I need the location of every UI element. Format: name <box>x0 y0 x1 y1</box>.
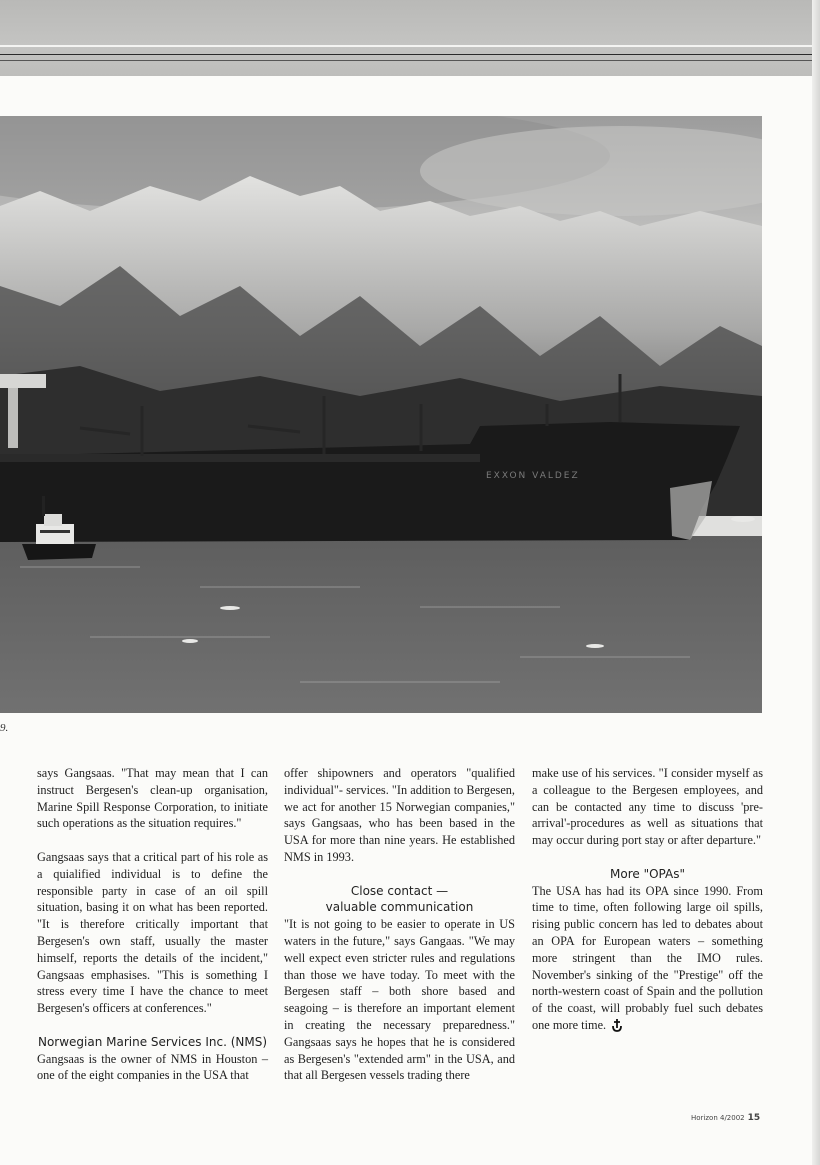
header-band <box>0 0 820 76</box>
paragraph: Gangsaas is the owner of NMS in Houston – one of the eight companies in the USA that <box>37 1051 268 1083</box>
article-column-2 <box>284 765 515 1101</box>
page-edge <box>812 0 820 1165</box>
header-rule <box>0 60 812 61</box>
paragraph: says Gangsaas. "That may mean that I can instruct Bergesen's clean-up organisation, Marine Spill Response Corporation, to initiate such operations as the situation requires." <box>37 766 268 831</box>
subheading: Norwegian Marine Services Inc. (NMS) <box>37 1034 268 1049</box>
paragraph: "It is not going to be easier to operate in US waters in the future," says Gangaas. "We may well expect even stricter rules and regulations than those we have today. To meet with the Bergesen staff – both shore based and seagoing – is therefore an important element in creating the necessary preparedness." Gangsaas says he hopes that he is considered as Bergesen's "extended arm" in the USA, and that all Bergesen vessels trading there <box>284 917 515 1083</box>
tanker-photo <box>0 116 762 713</box>
subheading: More "OPAs" <box>610 866 685 881</box>
subheading-line: valuable communication <box>325 900 474 915</box>
page-folio <box>691 1113 760 1123</box>
article-column-3 <box>532 765 763 1051</box>
crane <box>8 388 18 448</box>
header-rule <box>0 45 812 47</box>
paragraph-text: The USA has had its OPA since 1990. From time to time, often following large oil spills, rising public concern has led to debates about an OPA for European waters – something more stringent than the IMO rules. November's sinking of the "Prestige" off the north-western coast of Spain and the pollution of the coast, will probably fuel such debates one more time. <box>532 883 763 1032</box>
crane <box>0 374 46 388</box>
paragraph: make use of his services. "I consider myself as a colleague to the Bergesen employees, and can be contacted any time to discuss 'pre-arrival'-procedures as well as situations that may occur during port stay or after departure." <box>532 766 763 848</box>
article-column-1 <box>37 765 268 1101</box>
publication-name: Horizon 4/2002 <box>691 1114 745 1122</box>
header-rule <box>0 54 812 55</box>
paragraph: offer shipowners and operators "qualified individual"- services. "In addition to Bergesen, we act for another 15 Norwegian companies," says Gangsaas, who has been based in the USA for more than nine years. He established NMS in 1993. <box>284 766 515 864</box>
paragraph: Gangsaas says that a critical part of his role as a quialified individual is to define the responsible party in case of an oil spill situation, basing it on what has been reported. "It is therefore critically important that Bergesen's own staff, usually the master himself, reports the details of the incident," Gangsaas emphasises. "This is something I stress every time I have the chance to meet Bergesen's officers at conferences." <box>37 849 268 1016</box>
page-number: 15 <box>747 1113 761 1123</box>
tanker-deck <box>0 454 480 462</box>
end-mark-logo-icon <box>610 1018 624 1032</box>
photo-caption-fragment: 9. <box>0 722 9 734</box>
water <box>0 536 762 713</box>
subheading-line: Close contact — <box>350 883 449 898</box>
paragraph <box>532 883 763 1034</box>
ship-name-text: EXXON VALDEZ <box>486 471 580 481</box>
tanker-photo-illustration <box>0 116 762 713</box>
